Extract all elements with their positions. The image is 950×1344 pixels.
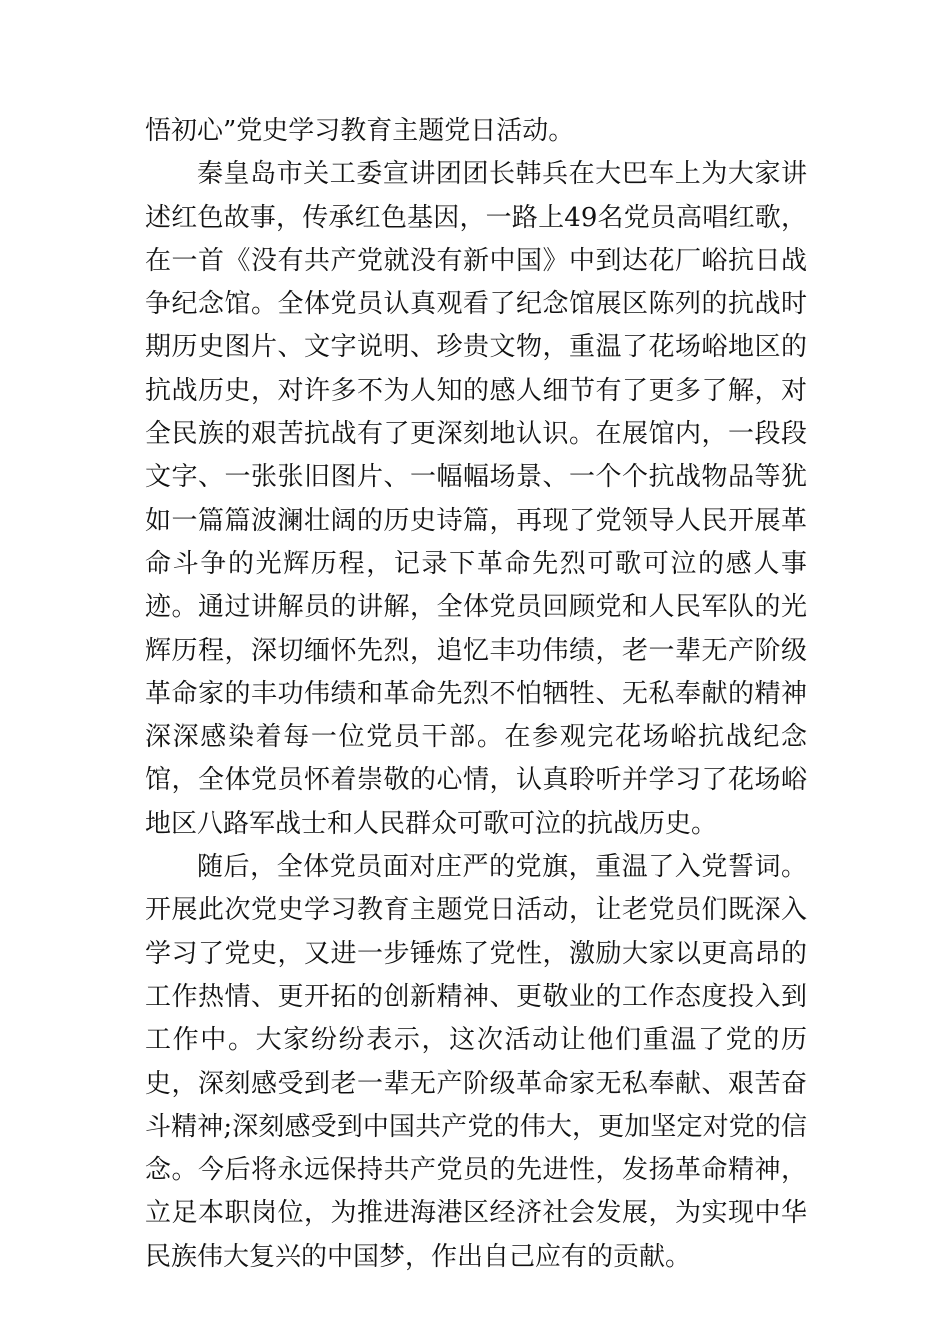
- paragraph-oath-review: 随后，全体党员面对庄严的党旗，重温了入党誓词。开展此次党史学习教育主题党日活动，让老党员们既深入学习了党史，又进一步锤炼了党性，激励大家以更高昂的工作热情、更开拓的创新精神、更敬业的工作态度投入到工作中。大家纷纷表示，这次活动让他们重温了党的历史，深刻感受到老一辈无产阶级革命家无私奉献、艰苦奋斗精神;深刻感受到中国共产党的伟大，更加坚定对党的信念。今后将永远保持共产党员的先进性，发扬革命精神，立足本职岗位，为推进海港区经济社会发展，为实现中华民族伟大复兴的中国梦，作出自己应有的贡献。: [145, 852, 807, 1272]
- paragraph-memorial-visit: 秦皇岛市关工委宣讲团团长韩兵在大巴车上为大家讲述红色故事，传承红色基因，一路上49名党员高唱红歌，在一首《没有共产党就没有新中国》中到达花厂峪抗日战争纪念馆。全体党员认真观看了纪念馆展区陈列的抗战时期历史图片、文字说明、珍贵文物，重温了花场峪地区的抗战历史，对许多不为人知的感人细节有了更多了解，对全民族的艰苦抗战有了更深刻地认识。在展馆内，一段段文字、一张张旧图片、一幅幅场景、一个个抗战物品等犹如一篇篇波澜壮阔的历史诗篇，再现了党领导人民开展革命斗争的光辉历程，记录下革命先烈可歌可泣的感人事迹。通过讲解员的讲解，全体党员回顾党和人民军队的光辉历程，深切缅怀先烈，追忆丰功伟绩，老一辈无产阶级革命家的丰功伟绩和革命先烈不怕牺牲、无私奉献的精神深深感染着每一位党员干部。在参观完花场峪抗战纪念馆，全体党员怀着崇敬的心情，认真聆听并学习了花场峪地区八路军战士和人民群众可歌可泣的抗战历史。: [145, 159, 807, 839]
- document-body: [145, 110, 807, 1279]
- paragraph-continuation: 悟初心”党史学习教育主题党日活动。: [145, 116, 575, 146]
